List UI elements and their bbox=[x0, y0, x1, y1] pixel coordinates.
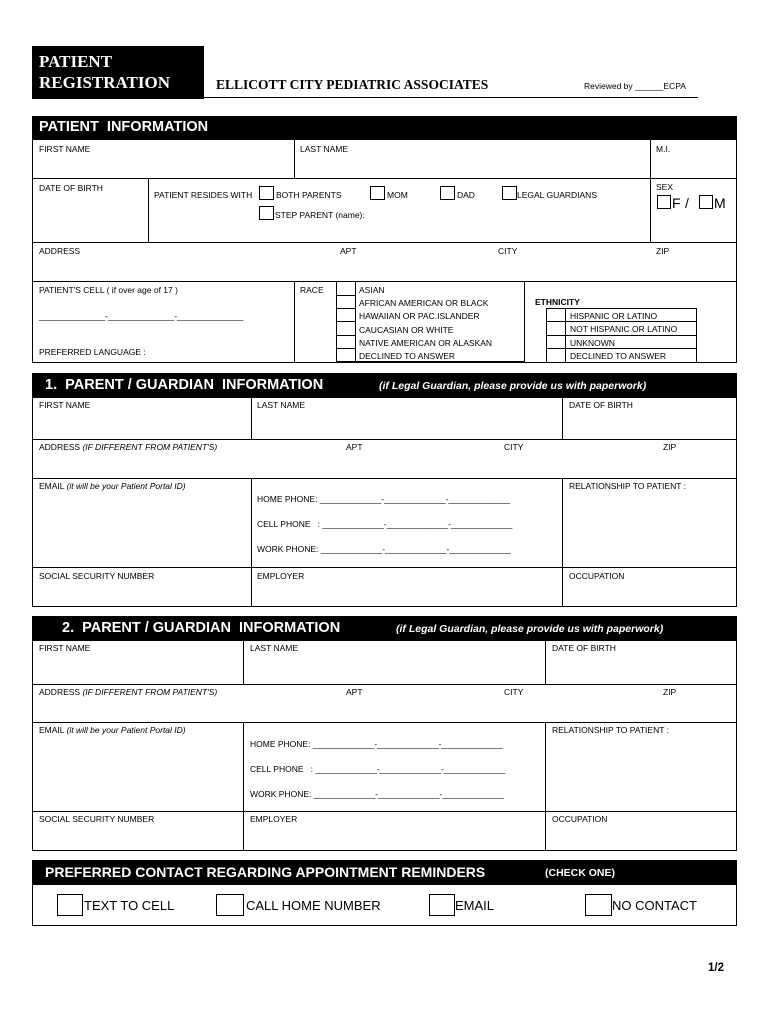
checkbox-race-declined[interactable] bbox=[337, 349, 354, 361]
g2-address-field[interactable] bbox=[33, 699, 736, 721]
label-first-name: FIRST NAME bbox=[39, 144, 91, 154]
g1-relationship-field[interactable] bbox=[563, 493, 736, 566]
divider bbox=[32, 811, 737, 812]
g2-label-ssn: SOCIAL SECURITY NUMBER bbox=[39, 814, 155, 824]
label-resides-with: PATIENT RESIDES WITH bbox=[154, 190, 253, 200]
address-field[interactable] bbox=[33, 258, 649, 280]
divider bbox=[32, 439, 737, 440]
g2-email-label: EMAIL bbox=[39, 725, 65, 735]
checkbox-email[interactable] bbox=[429, 894, 455, 916]
label-address: ADDRESS bbox=[39, 246, 81, 256]
patient-cell-label: PATIENT'S CELL bbox=[39, 285, 105, 295]
g2-label-occupation: OCCUPATION bbox=[552, 814, 608, 824]
guardian1-title-note: (if Legal Guardian, please provide us with paperwork) bbox=[379, 380, 647, 392]
g1-address-field[interactable] bbox=[33, 454, 736, 477]
option-no-contact: NO CONTACT bbox=[612, 898, 697, 913]
checkbox-both-parents[interactable] bbox=[259, 186, 274, 200]
g2-label-employer: EMPLOYER bbox=[250, 814, 298, 824]
option-dad: DAD bbox=[457, 190, 475, 200]
option-both-parents: BOTH PARENTS bbox=[276, 190, 342, 200]
divider bbox=[546, 321, 697, 322]
race-option: DECLINED TO ANSWER bbox=[359, 351, 456, 361]
g1-home-phone-field[interactable]: HOME PHONE: _____________-_____________-_____________ bbox=[257, 494, 510, 504]
g2-last-name-field[interactable] bbox=[244, 655, 544, 683]
option-legal-guardians: LEGAL GUARDIANS bbox=[517, 190, 597, 200]
sex-m-label: M bbox=[714, 195, 726, 211]
checkbox-race-black[interactable] bbox=[337, 296, 354, 307]
g1-label-first-name: FIRST NAME bbox=[39, 400, 91, 410]
checkbox-race-hawaiian[interactable] bbox=[337, 309, 354, 320]
g2-label-last-name: LAST NAME bbox=[250, 643, 299, 653]
g2-home-phone-field[interactable]: HOME PHONE: _____________-_____________-_____________ bbox=[250, 739, 503, 749]
checkbox-race-asian[interactable] bbox=[337, 283, 354, 294]
section-patient-information bbox=[32, 116, 737, 139]
header-rule bbox=[204, 97, 698, 98]
checkbox-step-parent[interactable] bbox=[259, 206, 274, 220]
g1-label-zip: ZIP bbox=[663, 442, 677, 452]
zip-field[interactable] bbox=[651, 258, 736, 280]
g2-occupation-field[interactable] bbox=[546, 826, 736, 850]
checkbox-sex-f[interactable] bbox=[657, 195, 671, 209]
g2-label-relationship: RELATIONSHIP TO PATIENT : bbox=[552, 725, 669, 735]
checkbox-dad[interactable] bbox=[440, 186, 455, 200]
divider bbox=[32, 684, 737, 685]
checkbox-legal-guardians[interactable] bbox=[502, 186, 517, 200]
g2-relationship-field[interactable] bbox=[546, 737, 736, 810]
label-patient-cell bbox=[39, 285, 178, 295]
last-name-field[interactable] bbox=[295, 156, 649, 177]
g1-label-last-name: LAST NAME bbox=[257, 400, 306, 410]
g1-first-name-field[interactable] bbox=[33, 412, 250, 438]
g1-cell-phone-field[interactable]: CELL PHONE : _____________-_____________-_____________ bbox=[257, 519, 513, 529]
divider bbox=[32, 478, 737, 479]
g2-address-label: ADDRESS bbox=[39, 687, 81, 697]
checkbox-ethnicity-unknown[interactable] bbox=[547, 336, 564, 347]
g1-label-employer: EMPLOYER bbox=[257, 571, 305, 581]
option-step-parent: STEP PARENT (name): bbox=[275, 210, 365, 220]
label-dob: DATE OF BIRTH bbox=[39, 183, 103, 193]
g1-email-note: (it will be your Patient Portal ID) bbox=[66, 481, 186, 491]
g2-label-apt: APT bbox=[346, 687, 363, 697]
divider bbox=[294, 281, 295, 363]
ethnicity-option: HISPANIC OR LATINO bbox=[570, 311, 658, 321]
g2-label-city: CITY bbox=[504, 687, 524, 697]
logo-line1: PATIENT bbox=[39, 52, 113, 71]
g1-work-phone-field[interactable]: WORK PHONE: _____________-_____________-_____________ bbox=[257, 544, 511, 554]
dob-field[interactable] bbox=[33, 195, 147, 241]
g1-email-field[interactable] bbox=[33, 493, 250, 566]
race-checkbox-column bbox=[355, 282, 356, 362]
section-title: PATIENT INFORMATION bbox=[39, 119, 209, 135]
checkbox-ethnicity-not-hispanic[interactable] bbox=[547, 322, 564, 334]
g1-label-address bbox=[39, 442, 217, 452]
section-guardian-1 bbox=[32, 373, 737, 397]
page-number: 1/2 bbox=[708, 962, 724, 974]
option-text-to-cell: TEXT TO CELL bbox=[84, 898, 175, 913]
race-option: AFRICAN AMERICAN OR BLACK bbox=[359, 298, 489, 308]
g1-label-dob: DATE OF BIRTH bbox=[569, 400, 633, 410]
race-option: HAWAIIAN OR PAC.ISLANDER bbox=[359, 311, 480, 321]
guardian1-title: 1. PARENT / GUARDIAN INFORMATION bbox=[45, 377, 324, 393]
sex-separator: / bbox=[685, 195, 689, 211]
g1-label-city: CITY bbox=[504, 442, 524, 452]
label-apt: APT bbox=[340, 246, 357, 256]
label-race: RACE bbox=[300, 285, 324, 295]
g2-ssn-field[interactable] bbox=[33, 826, 242, 850]
g1-label-apt: APT bbox=[346, 442, 363, 452]
label-preferred-language: PREFERRED LANGUAGE : bbox=[39, 347, 146, 357]
logo-line2: REGISTRATION bbox=[39, 73, 170, 92]
g1-label-ssn: SOCIAL SECURITY NUMBER bbox=[39, 571, 155, 581]
g2-first-name-field[interactable] bbox=[33, 655, 242, 683]
section-preferred-contact bbox=[32, 860, 737, 884]
checkbox-race-caucasian[interactable] bbox=[337, 322, 354, 334]
g1-employer-field[interactable] bbox=[252, 583, 561, 606]
divider bbox=[546, 335, 697, 336]
ethnicity-option: NOT HISPANIC OR LATINO bbox=[570, 324, 678, 334]
g2-label-first-name: FIRST NAME bbox=[39, 643, 91, 653]
g1-dob-field[interactable] bbox=[563, 412, 736, 438]
g1-address-note: (IF DIFFERENT FROM PATIENT'S) bbox=[82, 442, 218, 452]
patient-cell-note: ( if over age of 17 ) bbox=[106, 285, 178, 295]
checkbox-no-contact[interactable] bbox=[585, 894, 612, 916]
divider bbox=[650, 139, 651, 242]
divider bbox=[148, 178, 149, 242]
first-name-field[interactable] bbox=[33, 156, 293, 177]
label-sex: SEX bbox=[656, 182, 674, 192]
patient-cell-field[interactable]: ______________-______________-______________ bbox=[39, 311, 244, 321]
checkbox-text-to-cell[interactable] bbox=[57, 894, 83, 916]
label-mi: M.I. bbox=[656, 144, 671, 154]
contact-note: (CHECK ONE) bbox=[545, 867, 615, 879]
label-city: CITY bbox=[498, 246, 518, 256]
g2-email-field[interactable] bbox=[33, 737, 242, 810]
g2-label-zip: ZIP bbox=[663, 687, 677, 697]
g1-label-relationship: RELATIONSHIP TO PATIENT : bbox=[569, 481, 686, 491]
race-option: CAUCASIAN OR WHITE bbox=[359, 325, 454, 335]
g2-work-phone-field[interactable]: WORK PHONE: _____________-_____________-_____________ bbox=[250, 789, 504, 799]
guardian2-title-note: (if Legal Guardian, please provide us with paperwork) bbox=[396, 623, 664, 635]
divider bbox=[32, 722, 737, 723]
divider bbox=[32, 178, 737, 179]
g1-email-label: EMAIL bbox=[39, 481, 65, 491]
mi-field[interactable] bbox=[651, 156, 736, 177]
g1-address-label: ADDRESS bbox=[39, 442, 81, 452]
sex-f-label: F bbox=[672, 195, 681, 211]
g2-dob-field[interactable] bbox=[546, 655, 736, 683]
g2-address-note: (IF DIFFERENT FROM PATIENT'S) bbox=[82, 687, 218, 697]
guardian2-title: 2. PARENT / GUARDIAN INFORMATION bbox=[62, 620, 341, 636]
checkbox-ethnicity-declined[interactable] bbox=[547, 349, 564, 361]
g1-last-name-field[interactable] bbox=[252, 412, 561, 438]
ethnicity-option: UNKNOWN bbox=[570, 338, 615, 348]
g1-ssn-field[interactable] bbox=[33, 583, 250, 606]
race-option: NATIVE AMERICAN OR ALASKAN bbox=[359, 338, 493, 348]
g2-label-dob: DATE OF BIRTH bbox=[552, 643, 616, 653]
checkbox-sex-m[interactable] bbox=[699, 195, 713, 209]
g2-email-note: (it will be your Patient Portal ID) bbox=[66, 725, 186, 735]
option-mom: MOM bbox=[387, 190, 408, 200]
label-ethnicity: ETHNICITY bbox=[535, 297, 580, 307]
g2-employer-field[interactable] bbox=[244, 826, 544, 850]
checkbox-ethnicity-hispanic[interactable] bbox=[547, 309, 564, 320]
checkbox-call-home-number[interactable] bbox=[216, 894, 244, 916]
g2-cell-phone-field[interactable]: CELL PHONE : _____________-_____________-_____________ bbox=[250, 764, 506, 774]
ethnicity-option: DECLINED TO ANSWER bbox=[570, 351, 667, 361]
race-option: ASIAN bbox=[359, 285, 385, 295]
option-call-home-number: CALL HOME NUMBER bbox=[246, 898, 381, 913]
label-zip: ZIP bbox=[656, 246, 670, 256]
g1-occupation-field[interactable] bbox=[563, 583, 736, 606]
option-email: EMAIL bbox=[455, 898, 495, 913]
checkbox-mom[interactable] bbox=[370, 186, 385, 200]
divider bbox=[32, 242, 737, 243]
section-guardian-2 bbox=[32, 616, 737, 640]
divider bbox=[32, 567, 737, 568]
divider bbox=[546, 348, 697, 349]
g1-label-occupation: OCCUPATION bbox=[569, 571, 625, 581]
contact-title: PREFERRED CONTACT REGARDING APPOINTMENT REMINDERS bbox=[45, 864, 486, 880]
g1-label-email bbox=[39, 481, 186, 491]
reviewed-by: Reviewed by ______ECPA bbox=[584, 81, 686, 91]
label-last-name: LAST NAME bbox=[300, 144, 349, 154]
checkbox-race-native[interactable] bbox=[337, 336, 354, 347]
practice-name: ELLICOTT CITY PEDIATRIC ASSOCIATES bbox=[216, 77, 489, 92]
g2-label-address bbox=[39, 687, 217, 697]
g2-label-email bbox=[39, 725, 186, 735]
